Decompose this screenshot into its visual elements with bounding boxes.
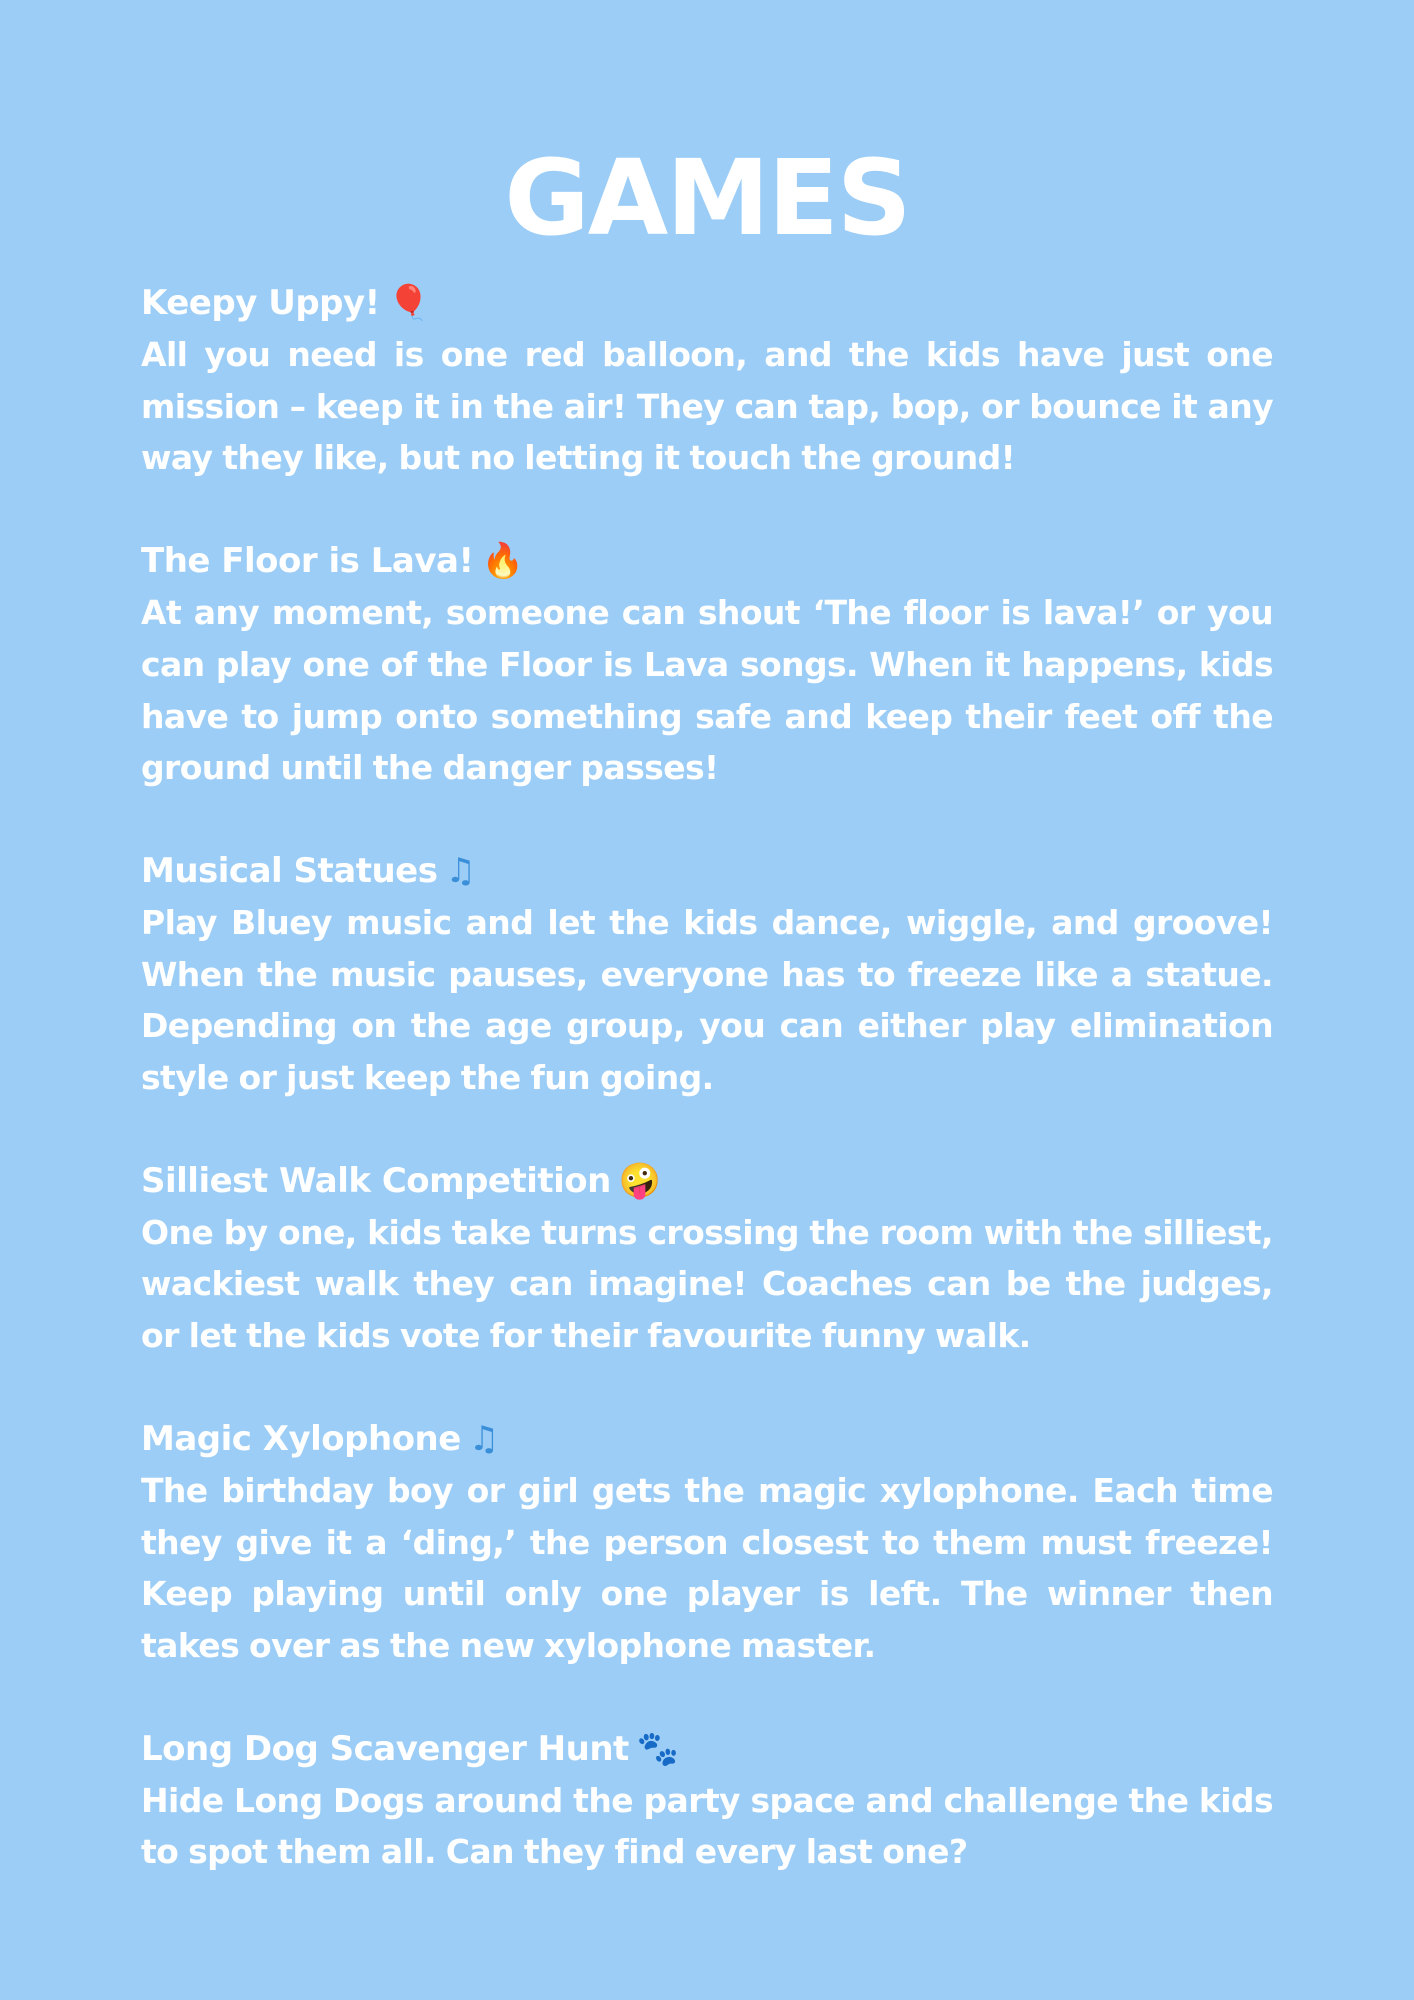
game-keepy-uppy [141, 277, 1273, 484]
game-floor-is-lava [141, 535, 1273, 794]
game-title-text: Magic Xylophone [141, 1418, 461, 1459]
fire-icon: 🔥 [481, 541, 524, 582]
game-title-text: The Floor is Lava! [141, 541, 474, 582]
page-title: GAMES [504, 137, 910, 259]
musical-notes-icon: ♫ [445, 850, 476, 891]
balloon-icon: 🎈 [387, 283, 430, 323]
game-musical-statues [141, 845, 1273, 1104]
game-title-text: Keepy Uppy! [141, 283, 380, 323]
game-description: All you need is one red balloon, and the kids have just one mission – keep it in the air! They can tap, bop, or bounce it any way they like, but no letting it touch the ground! [141, 335, 1273, 478]
game-title [141, 535, 1273, 587]
paw-prints-icon: 🐾 [636, 1728, 679, 1769]
game-title-text: Silliest Walk Competition [141, 1160, 611, 1201]
game-description: Play Bluey music and let the kids dance, wiggle, and groove! When the music pauses, everyone has to freeze like a statue. Depending on the age group, you can either play elimination style or just keep the fun going. [141, 902, 1273, 1098]
game-long-dog-hunt [141, 1723, 1273, 1878]
game-title [141, 845, 1273, 897]
game-description: At any moment, someone can shout ‘The floor is lava!’ or you can play one of the Floor is Lava songs. When it happens, kids have to jump onto something safe and keep their feet off the ground until the danger passes! [141, 593, 1273, 788]
game-description: The birthday boy or girl gets the magic xylophone. Each time they give it a ‘ding,’ the person closest to them must freeze! Keep playing until only one player is left. The winner then takes over as the new xylophone master. [141, 1470, 1273, 1665]
game-description: Hide Long Dogs around the party space and challenge the kids to spot them all. Can they find every last one? [141, 1780, 1273, 1872]
game-silliest-walk [141, 1155, 1273, 1362]
game-title [141, 1723, 1273, 1775]
game-title-text: Musical Statues [141, 850, 438, 891]
games-list [141, 277, 1273, 1929]
game-title [141, 277, 1273, 329]
musical-note-icon: ♫ [468, 1418, 499, 1459]
game-description: One by one, kids take turns crossing the room with the silliest, wackiest walk they can imagine! Coaches can be the judges, or let the kids vote for their favourite funny walk. [141, 1212, 1273, 1356]
game-title [141, 1155, 1273, 1207]
game-title-text: Long Dog Scavenger Hunt [141, 1728, 629, 1769]
zany-face-icon: 🤪 [618, 1160, 661, 1201]
game-title [141, 1413, 1273, 1465]
game-magic-xylophone [141, 1413, 1273, 1672]
